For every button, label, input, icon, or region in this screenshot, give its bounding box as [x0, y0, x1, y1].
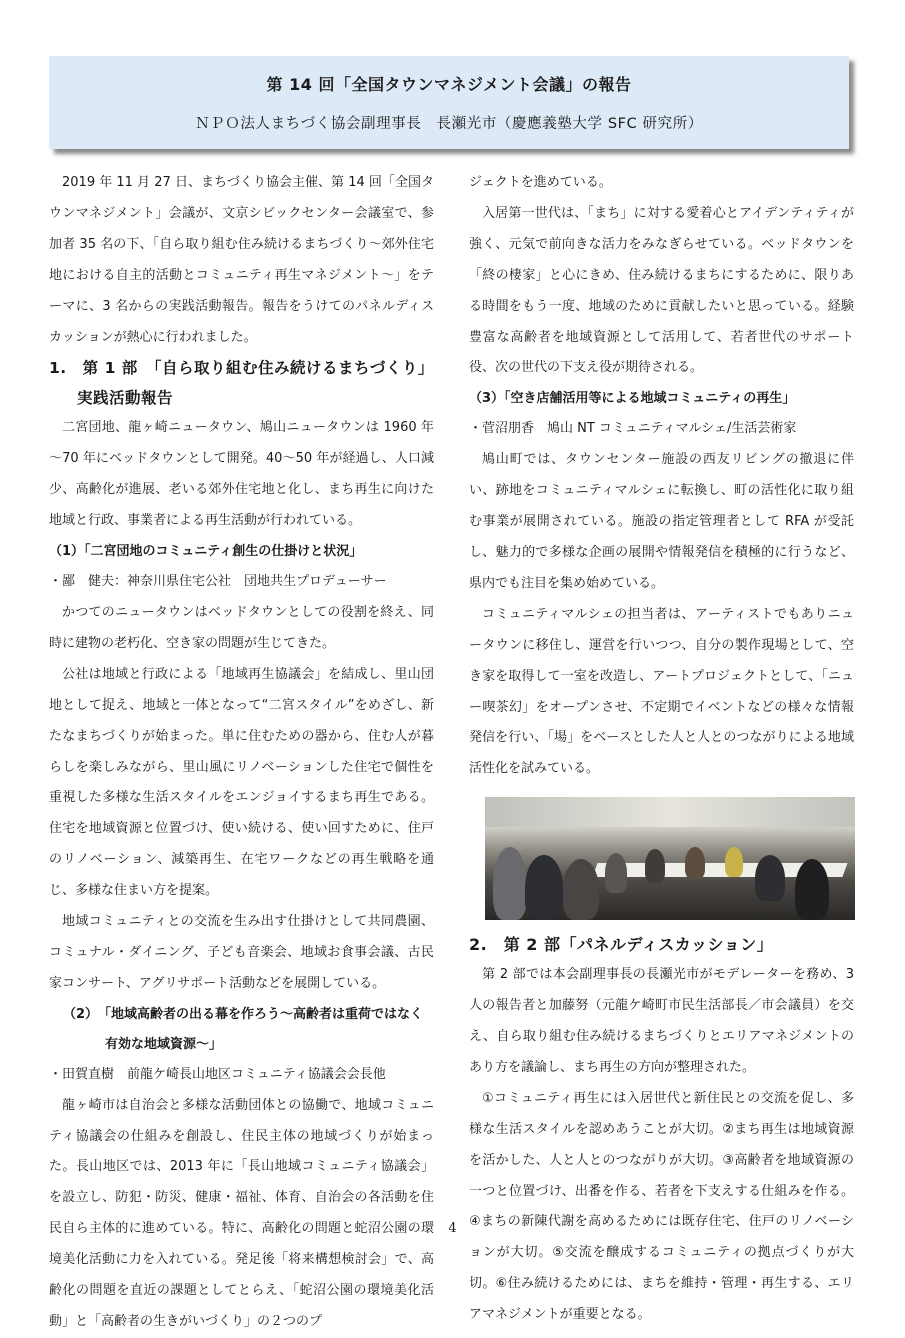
photo-person [525, 855, 563, 920]
section-2-heading: 2. 第 2 部「パネルディスカッション」 [469, 935, 774, 955]
subsection-1-paragraph-3: 地域コミュニティとの交流を生み出す仕掛けとして共同農園、コミュナル・ダイニング、子ども音楽会、地域お食事会議、古民家コンサート、アグリサポート活動などを展開している。 [49, 914, 434, 991]
section-1-paragraph: 二宮団地、龍ヶ崎ニュータウン、鳩山ニュータウンは 1960 年～70 年にベッドタウンとして開発。40～50 年が経過し、人口減少、高齢化が進展、老いる郊外住宅地と化し、まち再生に向けた地域と行政、事業者による再生活動が行われている。 [49, 420, 434, 529]
subsection-1-speaker: ・鄙 健夫：神奈川県住宅公社 団地共生プロデューサー [49, 574, 387, 590]
left-column [49, 168, 434, 1338]
article-author: ＮＰＯ法人まちづく協会副理事長 長瀬光市（慶應義塾大学 SFC 研究所） [195, 116, 703, 132]
photo-person [645, 849, 665, 883]
intro-paragraph: 2019 年 11 月 27 日、まちづくり協会主催、第 14 回「全国タウンマネジメント」会議が、文京シビックセンター会議室で、参加者 35 名の下、「自ら取り組む住み続けるまちづくり～郊外住宅地における自主的活動とコミュニティ再生マネジメント～」をテーマに、3 名からの実践活動報告。報告をうけてのパネルディスカッションが熱心に行われました。 [49, 175, 434, 345]
meeting-photo [485, 797, 855, 920]
photo-person [563, 859, 599, 920]
subsection-3-heading: （3）「空き店舗活用等による地域コミュニティの再生」 [469, 391, 796, 407]
section-1-heading: 1. 第 1 部 「自ら取り組む住み続けるまちづくり」実践活動報告 [49, 359, 434, 408]
photo-person [685, 847, 705, 879]
article-header [49, 56, 849, 149]
subsection-2-heading: （2） 「地域高齢者の出る幕を作ろう～高齢者は重荷ではなく有効な地域資源～」 [63, 1006, 424, 1052]
section-2-paragraph-1: 第 2 部では本会副理事長の長瀬光市がモデレーターを務め、3 人の報告者と加藤努（元龍ケ崎町市民生活部長／市会議員）を交え、自ら取り組む住み続けるまちづくりとエリアマネジメントのあり方を議論し、まち再生の方向が整理された。 [469, 967, 854, 1075]
section-2-paragraph-2: ①コミュニティ再生には入居世代と新住民との交流を促し、多様な生活スタイルを認めあうことが大切。②まち再生は地域資源を活かした、人と人とのつながりが大切。③高齢者を地域資源の一つと位置づけ、出番を作る、若者を下支えする仕組みを作る。④まちの新陳代謝を高めるためには既存住宅、住戸のリノベーションが大切。⑤交流を醸成するコミュニティの拠点づくりが大切。⑥住み続けるためには、まちを維持・管理・再生する、エリアマネジメントが重要となる。 [469, 1090, 854, 1323]
subsection-3-paragraph-2: コミュニティマルシェの担当者は、アーティストでもありニュータウンに移住し、運営を行いつつ、自分の製作現場として、空き家を取得して一室を改造し、アートプロジェクトとして、「ニュー喫茶幻」をオープンさせ、不定期でイベントなどの様々な情報発信を行い、「場」をベースとした人と人とのつながりによる地域活性化を試みている。 [469, 606, 854, 777]
photo-person [725, 847, 743, 877]
photo-person [605, 853, 627, 893]
photo-ceiling [485, 797, 855, 827]
subsection-1-paragraph-2: 公社は地域と行政による「地域再生協議会」を結成し、里山団地として捉え、地域と一体となって“二宮スタイル”をめざし、新たなまちづくりが始まった。単に住むための器から、住む人が暮らしを楽しみながら、里山風にリノベーションした住宅で個性を重視した多様な生活スタイルをエンジョイするまち再生である。住宅を地域資源と位置づけ、使い続ける、使い回すために、住戸のリノベーション、減築再生、在宅ワークなどの再生戦略を通じ、多様な住まい方を提案。 [49, 666, 434, 899]
article-title: 第 14 回「全国タウンマネジメント会議」の報告 [266, 75, 632, 94]
subsection-2-paragraph-2: 入居第一世代は、「まち」に対する愛着心とアイデンティティが強く、元気で前向きな活力をみなぎらせている。ベッドタウンを「終の棲家」と心にきめ、住み続けるまちにするために、限りある時間をもう一度、地域のために貢献したいと思っている。経験豊富な高齢者を地域資源として活用して、若者世代のサポート役、次の世代の下支え役が期待される。 [469, 205, 854, 376]
subsection-3-speaker: ・菅沼朋香 鳩山 NT コミュニティマルシェ/生活芸術家 [469, 421, 797, 437]
continued-paragraph: ジェクトを進めている。 [469, 175, 612, 190]
subsection-1-heading: （1）「二宮団地のコミュニティ創生の仕掛けと状況」 [49, 544, 363, 560]
page-number: 4 [448, 1221, 457, 1236]
photo-person [755, 855, 785, 901]
photo-person [493, 847, 527, 920]
subsection-3-paragraph-1: 鳩山町では、タウンセンター施設の西友リビングの撤退に伴い、跡地をコミュニティマルシェに転換し、町の活性化に取り組む事業が展開されている。施設の指定管理者として RFA が受託し、魅力的で多様な企画の展開や情報発信を積極的に行うなど、県内でも注目を集め始めている。 [469, 452, 854, 591]
photo-person [795, 859, 829, 920]
subsection-1-paragraph-1: かつてのニュータウンはベッドタウンとしての役割を終え、同時に建物の老朽化、空き家の問題が生じてきた。 [49, 604, 434, 651]
subsection-2-paragraph-1: 龍ヶ崎市は自治会と多様な活動団体との協働で、地域コミュニティ協議会の仕組みを創設し、住民主体の地域づくりが始まった。長山地区では、2013 年に「長山地域コミュニティ協議会」を設立し、防犯・防災、健康・福祉、体育、自治会の各活動を住民自ら主体的に進めている。特に、高齢化の問題と蛇沼公園の環境美化活動に力を入れている。発足後「将来構想検討会」で、高齢化の問題を直近の課題としてとらえ、「蛇沼公園の環境美化活動」と「高齢者の生きがいづくり」の２つのプ [49, 1097, 434, 1329]
subsection-2-speaker: ・田賀直樹 前龍ケ崎長山地区コミュニティ協議会会長他 [49, 1066, 386, 1082]
right-column [469, 168, 854, 1331]
